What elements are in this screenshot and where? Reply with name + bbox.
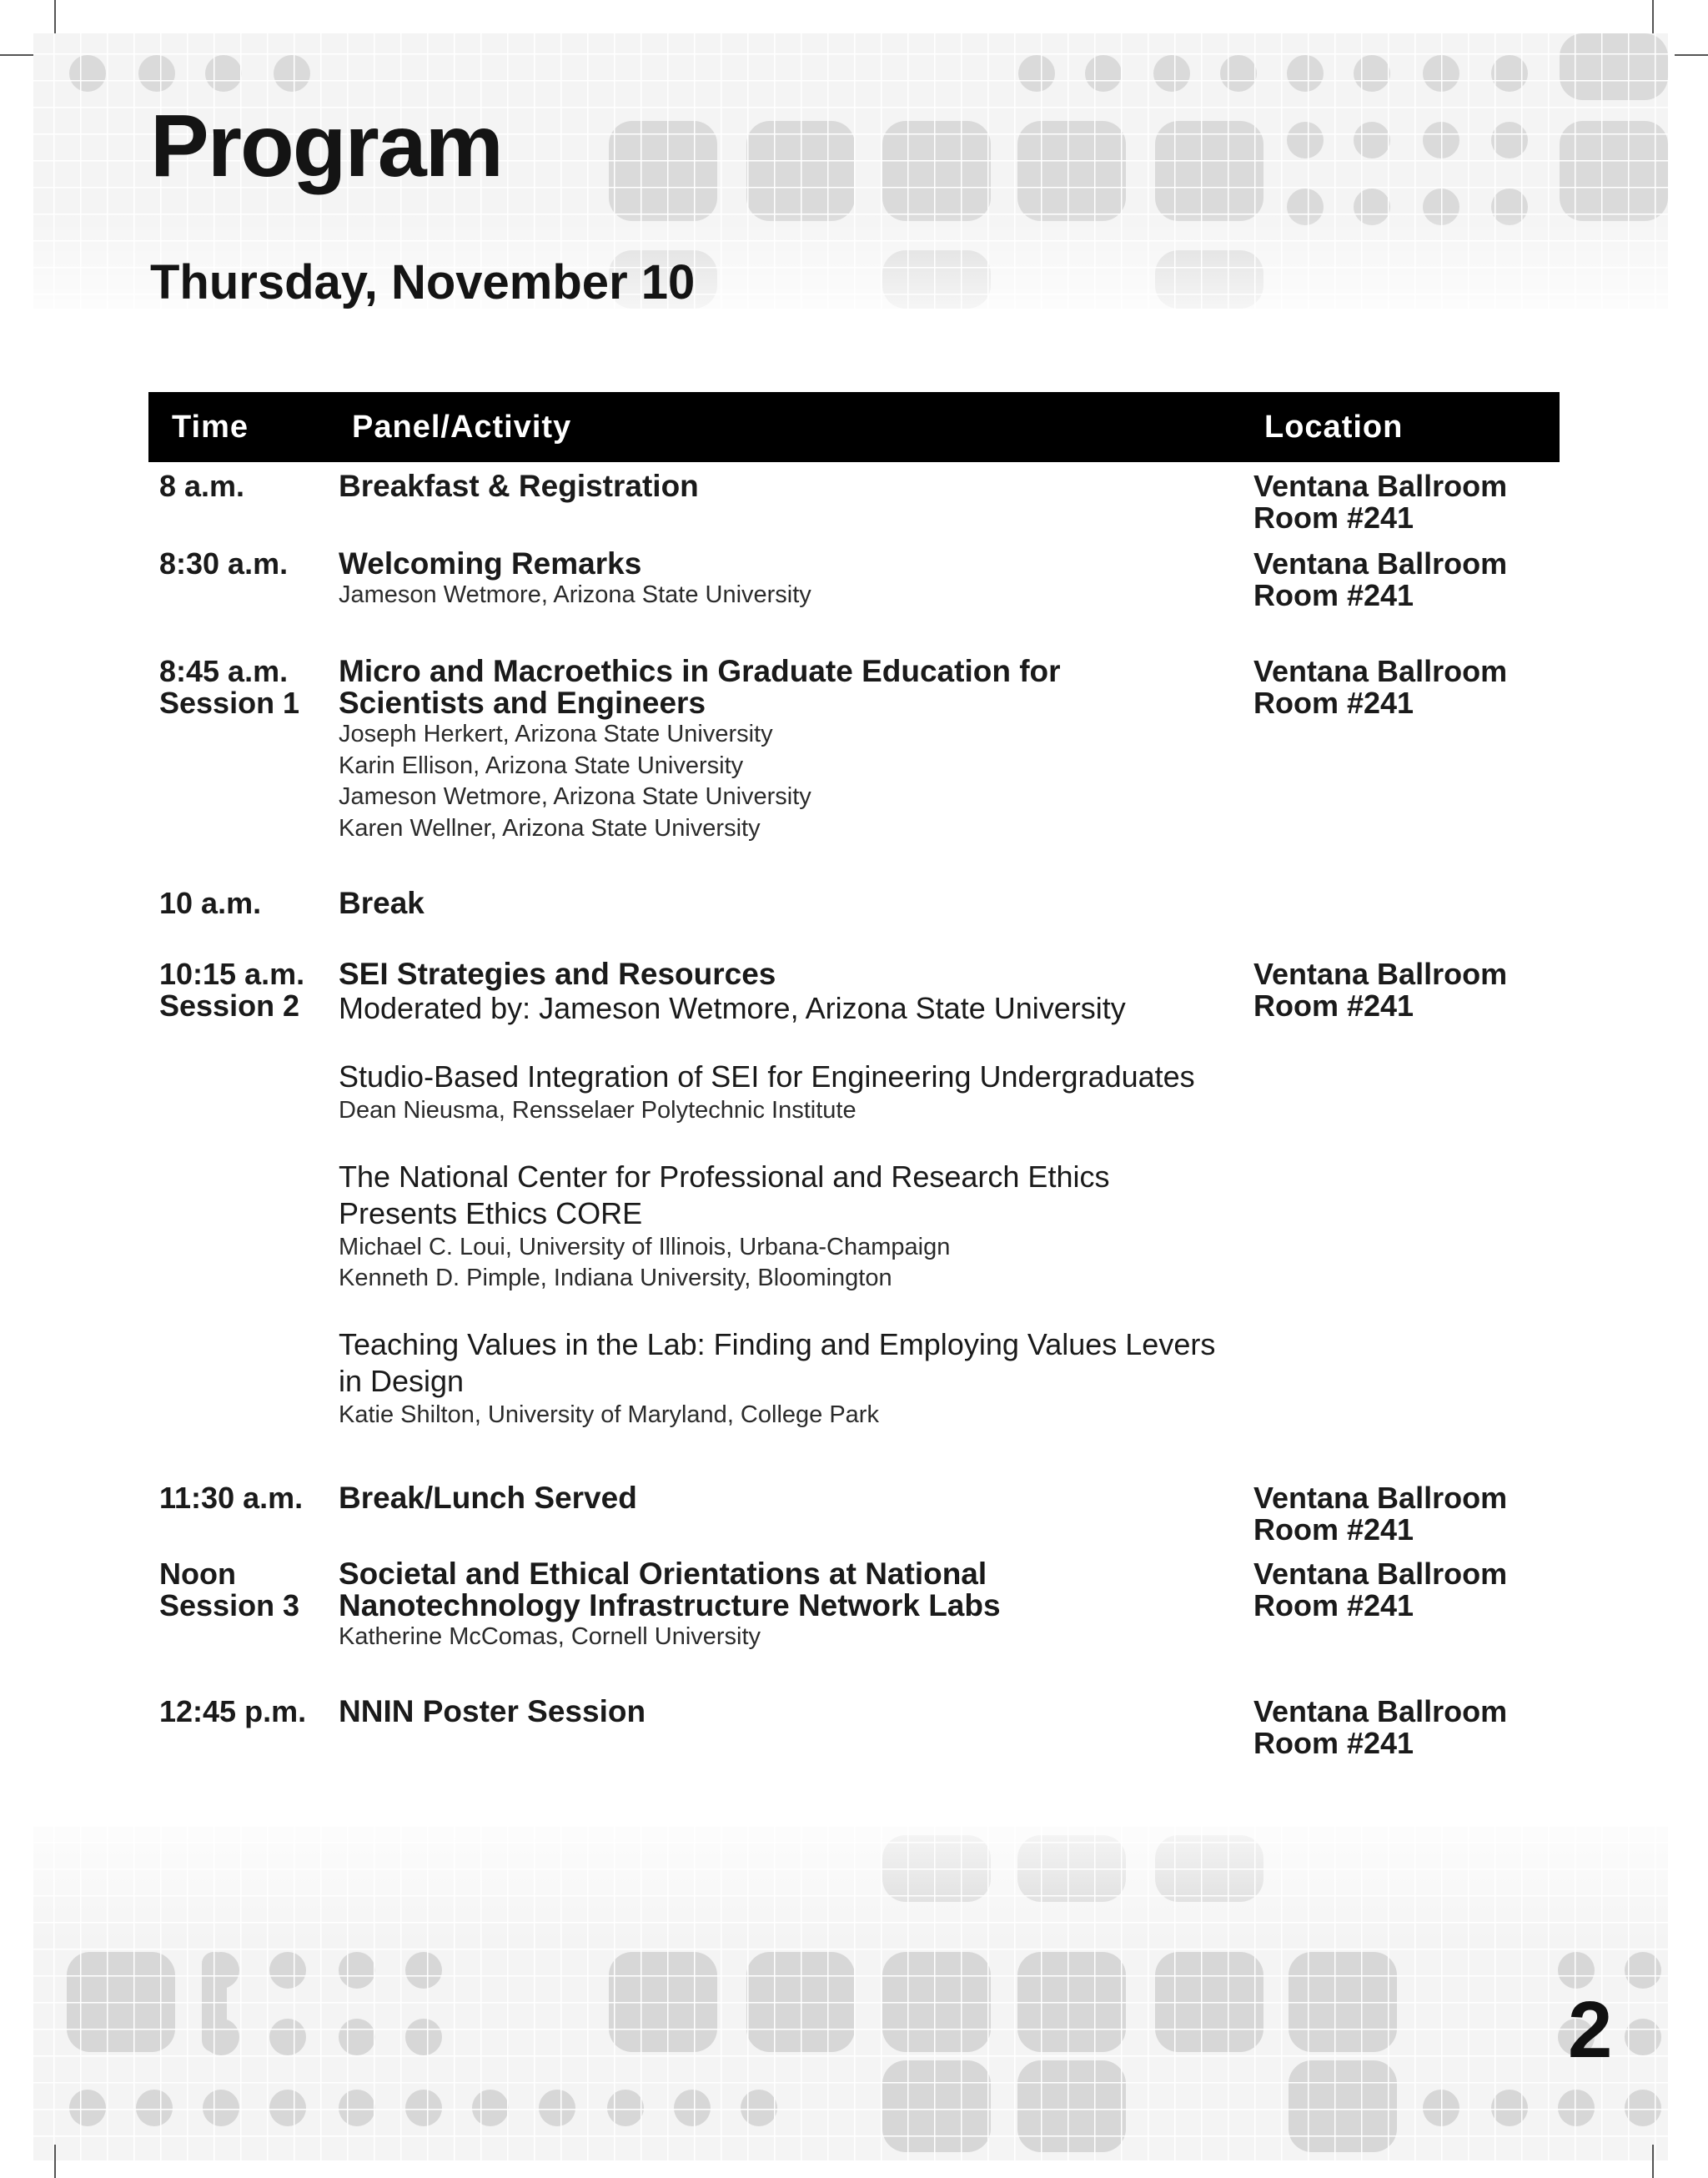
speaker: Jameson Wetmore, Arizona State University — [339, 783, 811, 810]
row-location: Ventana Ballroom Room #241 — [1253, 1694, 1508, 1760]
speaker: Katherine McComas, Cornell University — [339, 1623, 761, 1650]
activity-title: Break — [339, 886, 424, 920]
activity-title: Micro and Macroethics in Graduate Education for — [339, 654, 1061, 688]
talk-title: Studio-Based Integration of SEI for Engineering Undergraduates — [339, 1059, 1195, 1094]
speaker: Michael C. Loui, University of Illinois, Urbana-Champaign — [339, 1233, 951, 1260]
row-time: 10 a.m. — [159, 886, 262, 920]
row-time: 10:15 a.m. Session 2 — [159, 957, 305, 1023]
activity-title: Nanotechnology Infrastructure Network Labs — [339, 1588, 1001, 1622]
speaker: Karin Ellison, Arizona State University — [339, 752, 744, 779]
speaker: Katie Shilton, University of Maryland, College Park — [339, 1401, 879, 1428]
row-activity — [339, 548, 1223, 611]
row-activity — [339, 958, 1223, 1431]
activity-title: Societal and Ethical Orientations at National — [339, 1557, 987, 1591]
row-location: Ventana Ballroom Room #241 — [1253, 1481, 1508, 1547]
speaker: Joseph Herkert, Arizona State University — [339, 721, 773, 747]
row-activity — [339, 470, 1223, 502]
activity-title: Breakfast & Registration — [339, 469, 699, 503]
activity-title: NNIN Poster Session — [339, 1694, 646, 1728]
row-location: Ventana Ballroom Room #241 — [1253, 654, 1508, 720]
row-time: 8 a.m. — [159, 469, 245, 503]
activity-title: Scientists and Engineers — [339, 686, 706, 720]
row-time: 8:30 a.m. — [159, 546, 289, 581]
column-header-panel: Panel/Activity — [352, 410, 572, 445]
speaker: Karen Wellner, Arizona State University — [339, 814, 761, 842]
talk-title: Presents Ethics CORE — [339, 1195, 643, 1230]
speaker: Jameson Wetmore, Arizona State University — [339, 581, 811, 608]
session-heading: SEI Strategies and Resources — [339, 957, 776, 991]
moderator: Moderated by: Jameson Wetmore, Arizona State University — [339, 991, 1126, 1025]
talk-title: Teaching Values in the Lab: Finding and Employing Values Levers — [339, 1326, 1216, 1361]
row-location: Ventana Ballroom Room #241 — [1253, 546, 1508, 612]
row-activity — [339, 1482, 1223, 1514]
row-activity — [339, 656, 1223, 844]
row-activity — [339, 1696, 1223, 1728]
table-header — [148, 392, 1560, 462]
row-time: 11:30 a.m. — [159, 1481, 304, 1515]
row-time: 8:45 a.m. Session 1 — [159, 654, 300, 720]
page-title: Program — [150, 97, 502, 195]
row-time: Noon Session 3 — [159, 1557, 300, 1622]
row-location: Ventana Ballroom Room #241 — [1253, 1557, 1508, 1622]
activity-title: Break/Lunch Served — [339, 1481, 637, 1515]
column-header-location: Location — [1264, 410, 1404, 445]
talk-title: The National Center for Professional and Research Ethics — [339, 1159, 1110, 1194]
row-location: Ventana Ballroom Room #241 — [1253, 957, 1508, 1023]
row-time: 12:45 p.m. — [159, 1694, 307, 1728]
column-header-time: Time — [172, 410, 249, 445]
activity-title: Welcoming Remarks — [339, 546, 642, 581]
talk-title: in Design — [339, 1363, 465, 1398]
row-activity — [339, 888, 1223, 919]
row-location: Ventana Ballroom Room #241 — [1253, 469, 1508, 535]
row-activity — [339, 1558, 1223, 1653]
speaker: Dean Nieusma, Rensselaer Polytechnic Institute — [339, 1097, 857, 1124]
page-number: 2 — [1568, 1985, 1613, 2075]
page-date: Thursday, November 10 — [150, 255, 696, 309]
speaker: Kenneth D. Pimple, Indiana University, Bloomington — [339, 1265, 892, 1291]
